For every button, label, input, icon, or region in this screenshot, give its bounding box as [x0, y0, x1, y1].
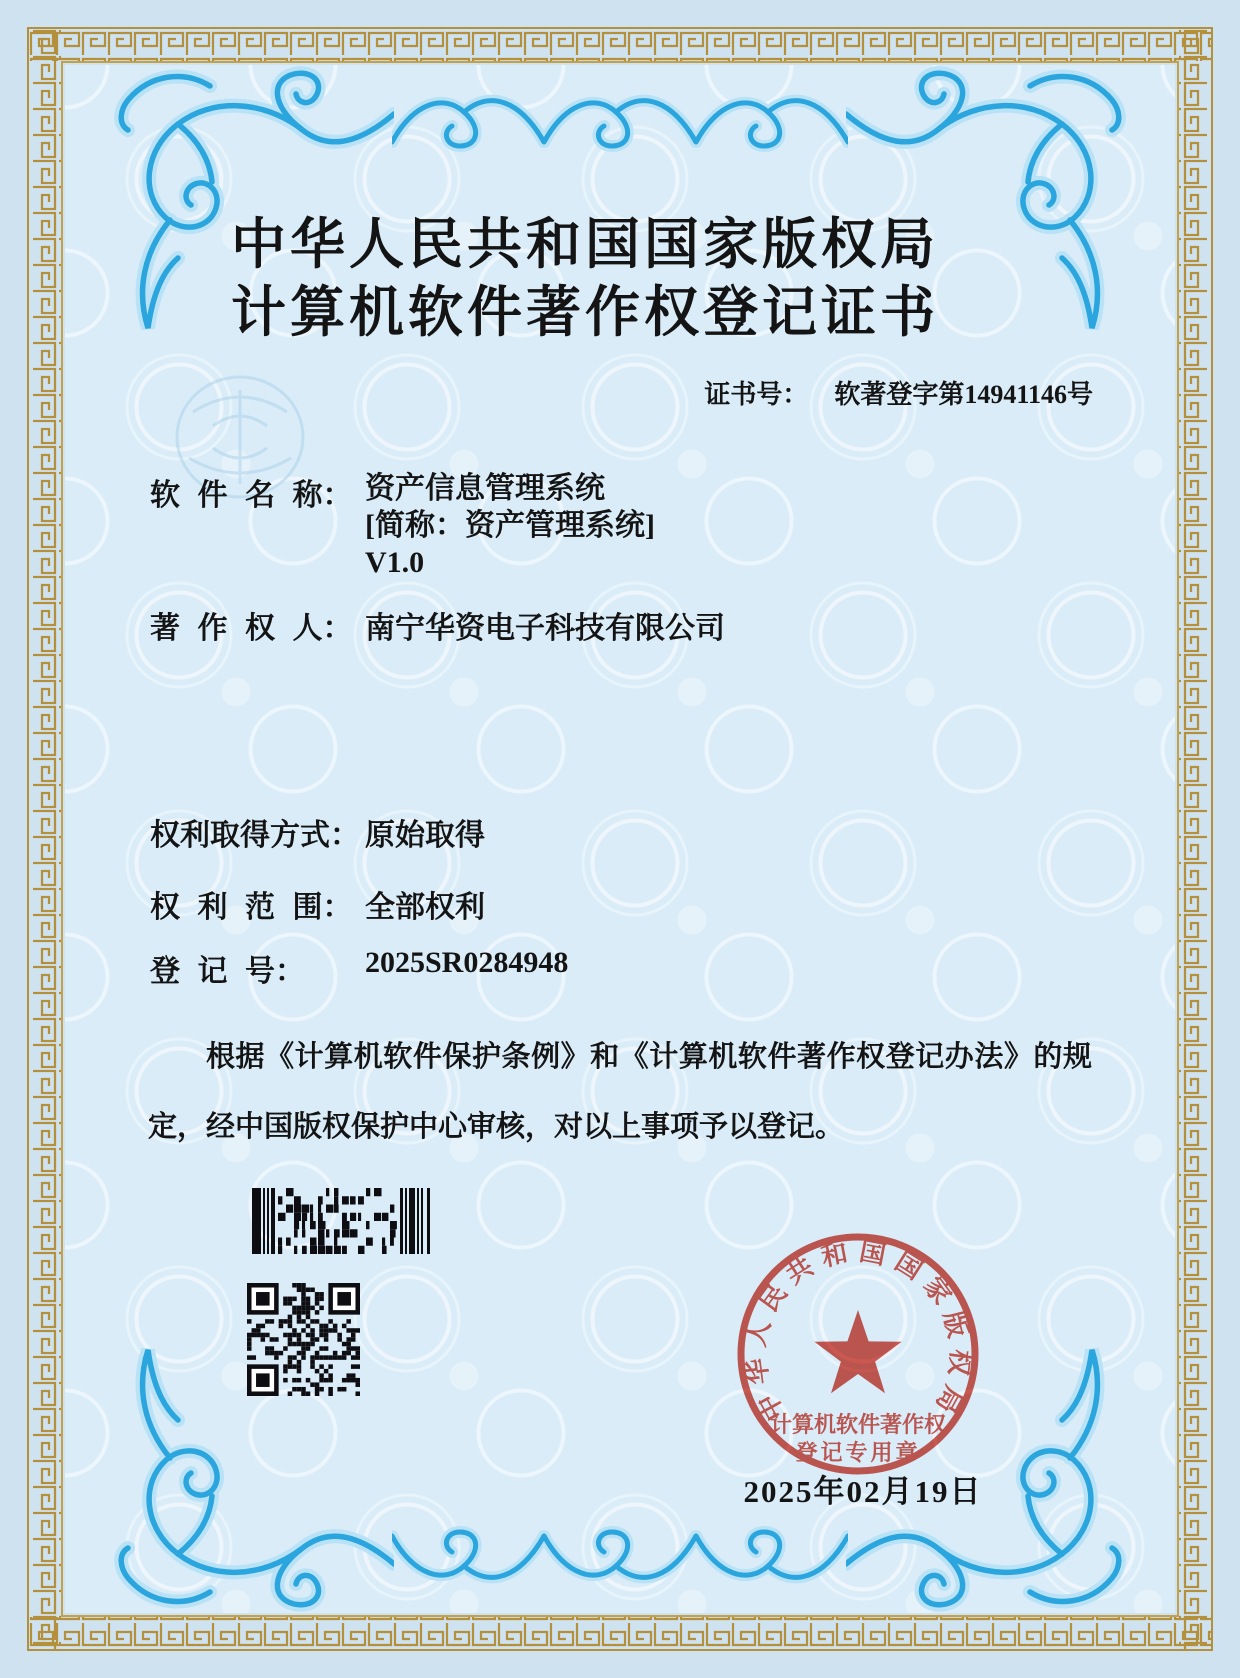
authority-title: 中华人民共和国国家版权局 [230, 214, 939, 275]
rights-scope-label: 权 利 范 围： [150, 891, 353, 924]
certificate-number-label: 证书号： [704, 380, 809, 409]
software-short-name: [简称：资产管理系统] [365, 509, 655, 542]
field-software-name [150, 470, 655, 581]
certificate-number-value: 软著登字第14941146号 [834, 380, 1093, 409]
meander-border-bottom [29, 1617, 1211, 1647]
seal-line2: 登记专用章 [795, 1440, 921, 1465]
registration-number-value: 2025SR0284948 [365, 946, 569, 979]
meander-border-top [29, 31, 1211, 61]
seal-ring-text: 中华人民共和国国家版权局 [740, 1236, 976, 1426]
certificate-title: 计算机软件著作权登记证书 [230, 282, 939, 343]
qr-code [247, 1283, 360, 1396]
registration-number-label: 登 记 号： [150, 955, 305, 988]
barcode [252, 1188, 430, 1254]
software-name-value-block [365, 470, 655, 581]
registration-statement: 根据《计算机软件保护条例》和《计算机软件著作权登记办法》的规定，经中国版权保护中心审核，对以上事项予以登记。 [148, 1041, 1092, 1143]
software-name-label: 软 件 名 称： [150, 479, 353, 512]
certificate-number-row [704, 374, 1093, 411]
rights-acquisition-label: 权利取得方式： [150, 819, 360, 852]
official-seal [728, 1224, 988, 1484]
copyright-owner-label: 著 作 权 人： [150, 612, 353, 645]
seal-line1: 计算机软件著作权 [769, 1412, 947, 1437]
field-copyright-owner [150, 603, 725, 647]
issue-date: 2025年02月19日 [743, 1474, 983, 1509]
field-rights-scope [150, 882, 485, 926]
meander-border-right [1179, 29, 1209, 1649]
software-version: V1.0 [365, 546, 425, 579]
field-rights-acquisition [150, 810, 485, 854]
software-name-value: 资产信息管理系统 [365, 472, 605, 505]
field-registration-number [150, 946, 568, 990]
seal-star-icon [814, 1310, 901, 1393]
rights-scope-value: 全部权利 [365, 891, 485, 924]
copyright-owner-value: 南宁华资电子科技有限公司 [365, 612, 725, 645]
rights-acquisition-value: 原始取得 [365, 819, 485, 852]
